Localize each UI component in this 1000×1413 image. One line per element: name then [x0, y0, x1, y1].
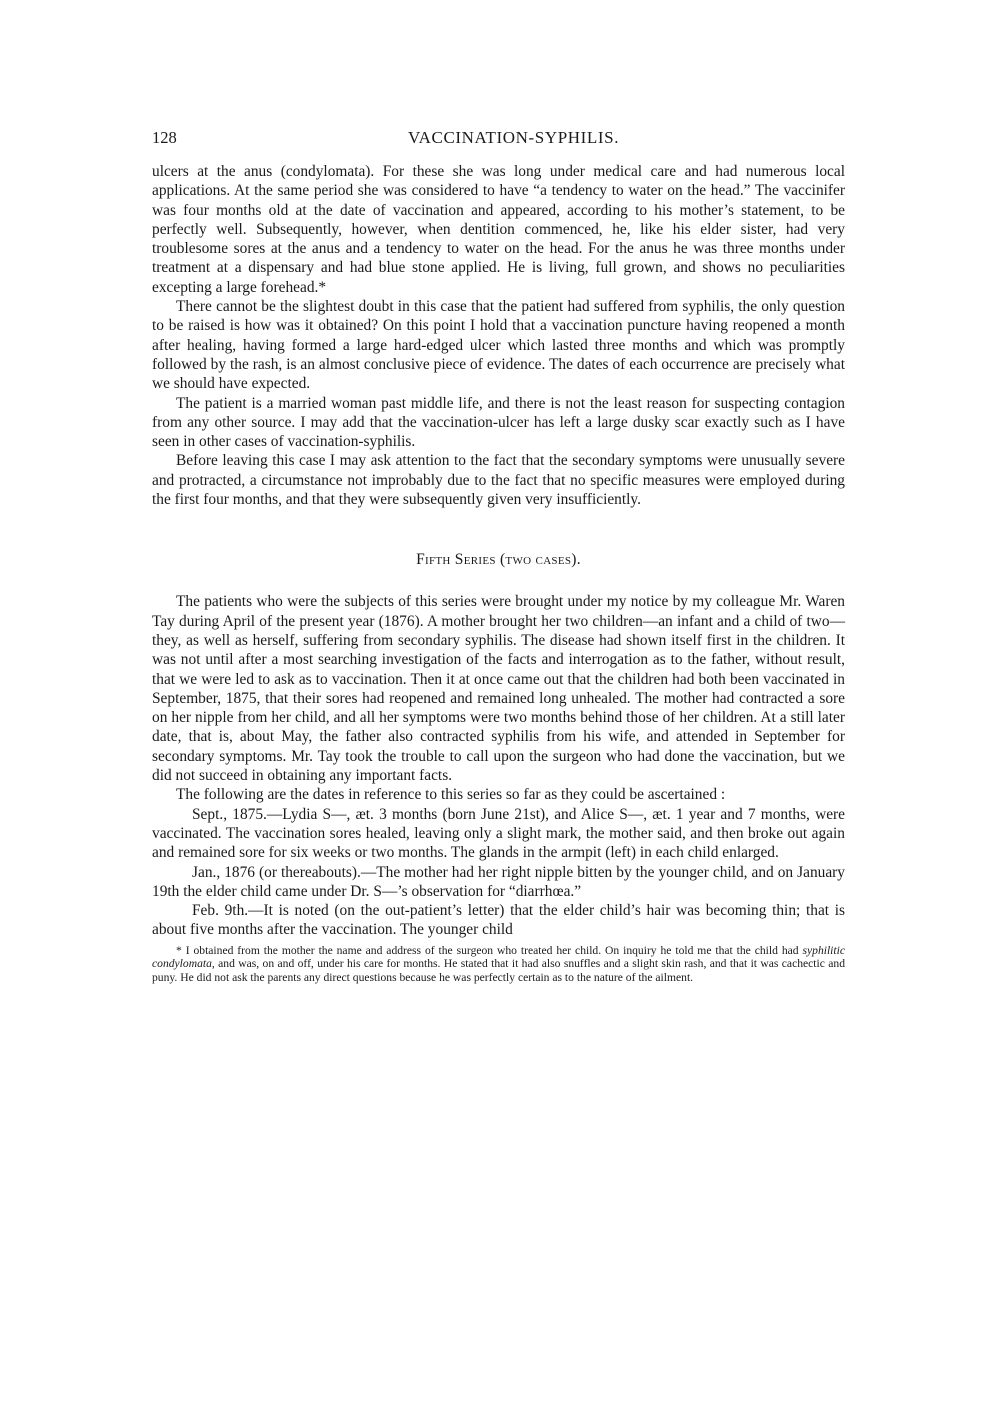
- dated-entry: Jan., 1876 (or thereabouts).—The mother had her right nipple bitten by the younger child, and on January 19th the elder child came under Dr. S—’s observation for “diarrhœa.”: [152, 863, 845, 900]
- main-text: [152, 162, 845, 509]
- section-text: [152, 592, 845, 939]
- paragraph: Before leaving this case I may ask attention to the fact that the secondary symptoms were unusually severe and protracted, a circumstance not improbably due to the fact that no specific measures were employed during the first four months, and that they were subsequently given very insufficiently.: [152, 452, 845, 509]
- running-title: VACCINATION-SYPHILIS.: [407, 128, 620, 147]
- dated-entry: Feb. 9th.—It is noted (on the out-patient’s letter) that the elder child’s hair was becoming thin; that is about five months after the vaccination. The younger child: [152, 902, 845, 939]
- dated-entry: Sept., 1875.—Lydia S—, æt. 3 months (born June 21st), and Alice S—, æt. 1 year and 7 months, were vaccinated. The vaccination sores healed, leaving only a slight mark, the mother said, and then broke out again and remained sore for six weeks or two months. The glands in the armpit (left) in each child enlarged.: [152, 805, 845, 862]
- paragraph: The patients who were the subjects of this series were brought under my notice by my colleague Mr. Waren Tay during April of the present year (1876). A mother brought her two children—an infant and a child of two—they, as well as herself, suffering from secondary syphilis. The disease had shown itself first in the children. It was not until after a most searching investigation of the facts and interrogation as to the father, without result, that we were led to ask as to vaccination. Then it at once came out that the children had both been vaccinated in September, 1875, that their sores had reopened and remained long unhealed. The mother had contracted a sore on her nipple from her child, and all her symptoms were two months behind those of her children. At a still later date, that is, about May, the father also contracted syphilis from his wife, and attended in September for secondary symptoms. Mr. Tay took the trouble to call upon the surgeon who had done the vaccination, but we did not succeed in obtaining any important facts.: [152, 593, 845, 785]
- footnote-italic: syphilitic condylomata: [152, 943, 845, 971]
- footnote-text-start: * I obtained from the mother the name and address of the surgeon who treated her child. On inquiry he told me that the child had: [176, 943, 803, 957]
- book-page: [152, 128, 845, 984]
- page-number: 128: [152, 128, 177, 147]
- section-subtitle: (two cases).: [499, 551, 581, 569]
- section-title: Fifth Series: [416, 551, 496, 569]
- paragraph: The patient is a married woman past middle life, and there is not the least reason for suspecting contagion from any other source. I may add that the vaccination-ulcer has left a large dusky scar exactly such as I have seen in other cases of vaccination-syphilis.: [152, 394, 845, 451]
- paragraph-continuation: ulcers at the anus (condylomata). For these she was long under medical care and had numerous local applications. At the same period she was considered to have “a tendency to water on the head.” The vaccinifer was four months old at the date of vaccination and appeared, according to his mother’s statement, to be perfectly well. Subsequently, however, when dentition commenced, he, like his elder sister, had very troublesome sores at the anus and a tendency to water on the head. For the anus he was three months under treatment at a dispensary and had blue stone applied. He is living, full grown, and shows no peculiarities excepting a large forehead.*: [152, 163, 845, 296]
- paragraph: There cannot be the slightest doubt in this case that the patient had suffered from syphilis, the only question to be raised is how was it obtained? On this point I hold that a vaccination puncture having reopened a month after healing, having formed a large hard-edged ulcer which lasted three months and which was promptly followed by the rash, is an almost conclusive piece of evidence. The dates of each occurrence are precisely what we should have expected.: [152, 298, 845, 393]
- footnote-text-end: , and was, on and off, under his care for months. He stated that it had also snuffles and a slight skin rash, and that it was cachectic and puny. He did not ask the parents any direct questions because he was perfectly certain as to the nature of the ailment.: [152, 957, 845, 984]
- footnote-text: [152, 944, 845, 984]
- section-heading: [152, 551, 845, 569]
- footnote: [152, 944, 845, 984]
- paragraph: The following are the dates in reference to this series so far as they could be ascertained :: [176, 786, 726, 804]
- page-header: [152, 128, 845, 162]
